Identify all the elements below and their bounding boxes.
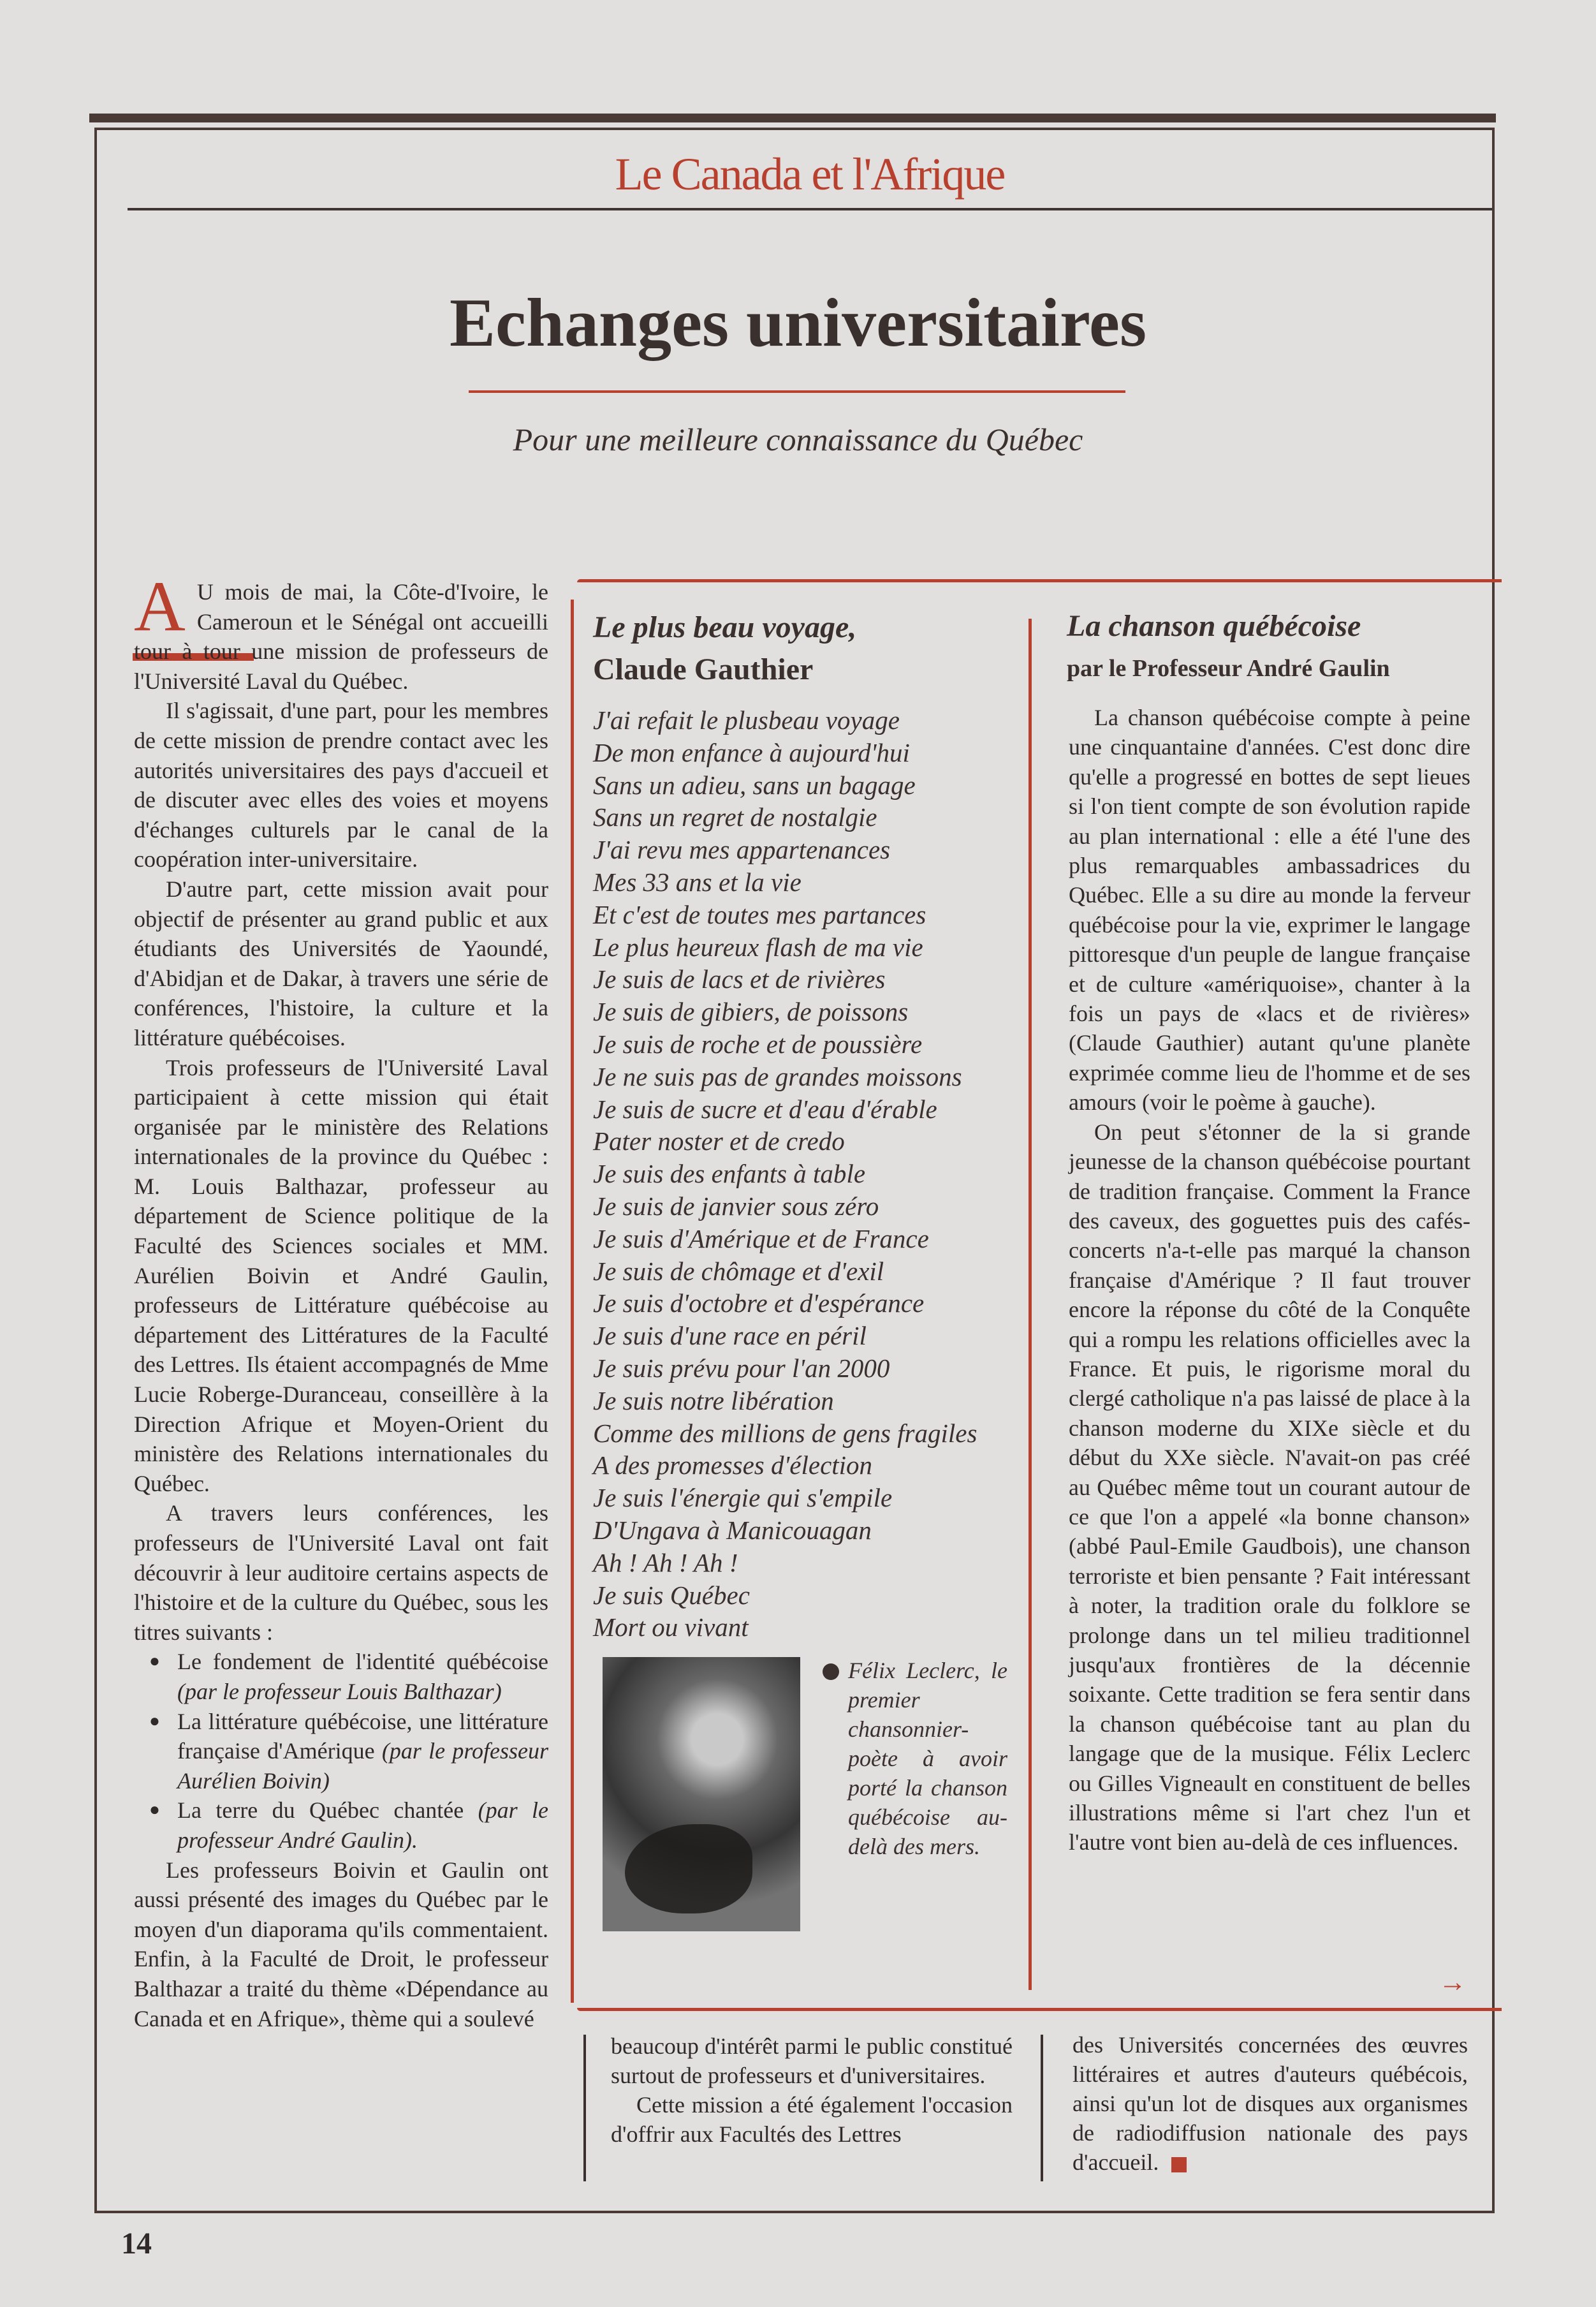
box-bottom-rule: [577, 2008, 1502, 2011]
paragraph: La chanson québécoise compte à peine une cinquantaine d'années. C'est donc dire qu'elle a progressé en bottes de sept lieues si l'on tient compte de son évolution rapide au plan international : elle a été l'une des plus remarquables ambassadrices du Québec. Elle a su dire au monde la ferveur québécoise pour la vie, exprimer le langage pittoresque d'un peuple de langue française et de culture «amériquoise», chanter à la fois un pays de «lacs et de rivières» (Claude Gauthier) autant qu'une planète exprimée comme lieu de l'homme et de ses amours (voir le poème à gauche).: [1069, 705, 1470, 1116]
poem-line: Ah ! Ah ! Ah !: [593, 1547, 738, 1577]
poem-line: Sans un regret de nostalgie: [593, 802, 877, 832]
poem-line: Je suis notre libération: [593, 1385, 834, 1415]
header-rule: [128, 208, 1492, 210]
poem-line: Je suis de roche et de poussière: [593, 1029, 923, 1059]
article-title: Echanges universitaires: [449, 285, 1147, 361]
poem-line: Mes 33 ans et la vie: [593, 867, 802, 897]
poem-line: Je suis prévu pour l'an 2000: [593, 1353, 890, 1383]
paragraph: Trois professeurs de l'Université Laval participaient à cette mission qui était organisée par le ministère des Relations internationales de la province du Québec : M. Louis Balthazar, professeur au département de Science politique de la Faculté des Sciences sociales et MM. Aurélien Boivin et André Gaulin, professeurs de Littérature québécoise au département des Littératures de la Faculté des Lettres. Ils étaient accompagnés de Mme Lucie Roberge-Duranceau, conseillère à la Direction Afrique et Moyen-Orient du ministère des Relations internationales du Québec.: [134, 1054, 548, 1496]
continuation-column: [611, 2031, 1013, 2149]
paragraph: A travers leurs conférences, les professeurs de l'Université Laval ont fait découvrir à leur auditoire certains aspects de l'histoire et de la culture du Québec, sous les titres suivants :: [134, 1500, 548, 1645]
poem-line: Je suis des enfants à table: [593, 1159, 866, 1189]
poem-line: A des promesses d'élection: [593, 1450, 873, 1480]
poem-line: De mon enfance à aujourd'hui: [593, 737, 910, 767]
title-rule: [469, 390, 1125, 393]
column-rule: [583, 2035, 586, 2181]
poem-line: Le plus heureux flash de ma vie: [593, 932, 923, 962]
paragraph: A U mois de mai, la Côte-d'Ivoire, le Cameroun et le Sénégal ont accueilli tour à tour une mission de professeurs de l'Université Laval du Québec.: [134, 567, 548, 694]
paragraph: Les professeurs Boivin et Gaulin ont aussi présenté des images du Québec par le moyen d'un diaporama qu'ils commentaient. Enfin, à la Faculté de Droit, le professeur Balthazar a traité du thème «Dépendance au Canada et en Afrique», thème qui a soulevé: [134, 1857, 548, 2031]
end-mark-icon: [1171, 2157, 1187, 2172]
paragraph: Il s'agissait, d'une part, pour les membres de cette mission de prendre contact avec les autorités universitaires des pays d'accueil et de discuter avec elles des voies et moyens d'échanges culturels par le canal de la coopération inter-universitaire.: [134, 698, 548, 873]
paragraph: D'autre part, cette mission avait pour objectif de présenter au grand public et aux étudiants des Universités de Yaoundé, d'Abidjan et de Dakar, à travers une série de conférences, l'histoire, la culture et la littérature québécoises.: [134, 876, 548, 1050]
poem-line: J'ai refait le plusbeau voyage: [593, 705, 900, 735]
poem-line: Je ne suis pas de grandes moissons: [593, 1061, 962, 1091]
paragraph: beaucoup d'intérêt parmi le public constitué surtout de professeurs et d'universitaires.: [611, 2033, 1013, 2088]
main-column: [134, 567, 549, 2033]
poem-line: Je suis d'octobre et d'espérance: [593, 1288, 925, 1318]
poem-line: Mort ou vivant: [593, 1612, 749, 1642]
paragraph: On peut s'étonner de la si grande jeunesse de la chanson québécoise pourtant de tradition française. Comment la France des caveux, des goguettes puis des cafés-concerts n'a-t-elle pas marqué la chanson française d'Amérique ? Il faut trouver encore la réponse du côté de la Conquête qui a rompu les relations officielles avec la France. Et puis, le rigorisme moral du clergé catholique n'a pas laissé de place à la chanson moderne du XIXe siècle et du début du XXe siècle. N'avait-on pas créé au Québec même tout un courant autour de ce que l'on a appelé «la bonne chanson» (abbé Paul-Emile Gaudbois), une chanson terroriste et bien pensante ? Fait intéressant à noter, la tradition orale du folklore se prolonge dans un tel milieu traditionnel jusqu'aux frontières de la décennie soixante. Cette tradition se fera sentir dans la chanson québécoise tant au plan du langage que de la musique. Félix Leclerc ou Gilles Vigneault en constituent de belles illustrations même si l'art chez l'un et l'autre vont bien au-delà de ces influences.: [1069, 1119, 1470, 1855]
box-divider: [1029, 619, 1032, 1990]
poem-line: J'ai revu mes appartenances: [593, 835, 891, 865]
poem-author: Claude Gauthier: [593, 652, 814, 686]
page-number: 14: [121, 2227, 152, 2260]
photo-caption: Félix Leclerc, le premier chansonnier-poète à avoir porté la chanson québécoise au-delà des mers.: [848, 1658, 1007, 1859]
poem-line: Pater noster et de credo: [593, 1126, 845, 1156]
poem-title: Le plus beau voyage,: [593, 610, 857, 644]
poem-line: Je suis de lacs et de rivières: [593, 964, 886, 994]
box-top-rule: [577, 579, 1502, 582]
paragraph: Cette mission a été également l'occasion d'offrir aux Facultés des Lettres: [611, 2092, 1013, 2147]
top-rule: [89, 114, 1496, 122]
poem-line: Je suis Québec: [593, 1580, 750, 1610]
box-left-rule: [571, 600, 574, 2003]
poem-line: Je suis l'énergie qui s'empile: [593, 1483, 893, 1513]
poem-body: [593, 704, 1020, 1644]
poem-line: Je suis de sucre et d'eau d'érable: [593, 1094, 937, 1124]
poem-line: Comme des millions de gens fragiles: [593, 1418, 977, 1448]
sidebar-title: La chanson québécoise: [1067, 609, 1361, 643]
list-item: ● La littérature québécoise, une littérature française d'Amérique (par le professeur Aurélien Boivin): [134, 1707, 548, 1796]
continuation-column: [1073, 2030, 1468, 2177]
poem-line: Je suis d'une race en péril: [593, 1321, 867, 1351]
poem-line: Sans un adieu, sans un bagage: [593, 770, 916, 800]
paragraph: des Universités concernées des œuvres littéraires et autres d'auteurs québécois, ainsi qu'un lot de disques aux organismes de radiodiffusion nationale des pays d'accueil.: [1073, 2032, 1468, 2175]
poem-line: D'Ungava à Manicouagan: [593, 1515, 872, 1545]
poem-line: Je suis d'Amérique et de France: [593, 1223, 929, 1253]
poem-line: Et c'est de toutes mes partances: [593, 899, 926, 929]
caption-bullet: [823, 1663, 839, 1680]
list-item: ● La terre du Québec chantée (par le professeur André Gaulin).: [134, 1795, 548, 1855]
section-header: Le Canada et l'Afrique: [615, 149, 1005, 200]
sidebar-column: [1069, 703, 1470, 1857]
drop-cap: A: [134, 567, 186, 646]
lecture-list: [134, 1647, 548, 1855]
column-rule: [1041, 2035, 1043, 2181]
article-subtitle: Pour une meilleure connaissance du Québec: [513, 422, 1083, 457]
sidebar-author: par le Professeur André Gaulin: [1067, 655, 1390, 682]
poem-line: Je suis de janvier sous zéro: [593, 1191, 879, 1221]
poem-line: Je suis de chômage et d'exil: [593, 1256, 884, 1286]
poem-line: Je suis de gibiers, de poissons: [593, 997, 909, 1027]
continue-arrow-icon: →: [1439, 1966, 1467, 1998]
list-item: ● Le fondement de l'identité québécoise (par le professeur Louis Balthazar): [134, 1647, 548, 1706]
